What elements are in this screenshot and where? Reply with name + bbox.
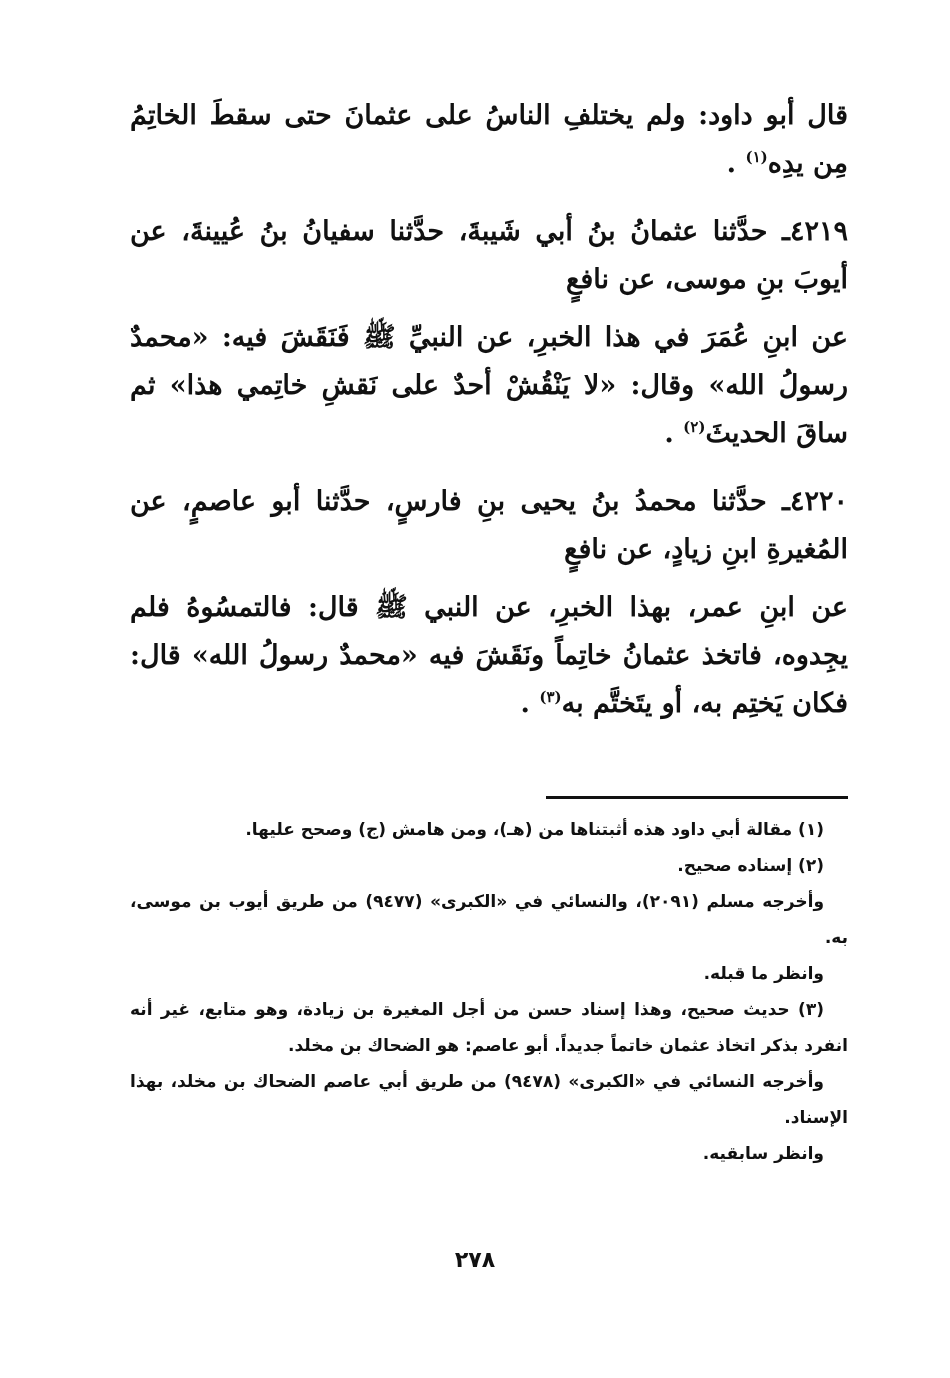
footnote-ref-1[interactable]: (١) [745, 148, 768, 166]
paragraph-end: . [520, 688, 530, 719]
footnote-2-takhrij: وأخرجه مسلم (٢٠٩١)، والنسائي في «الكبرى» (٩٤٧٧) من طريق أيوب بن موسى، به. [130, 892, 848, 948]
hadith-4219-isnad [130, 208, 848, 304]
footnote-3-takhrij: وأخرجه النسائي في «الكبرى» (٩٤٧٨) من طريق أبي عاصم الضحاك بن مخلد، بهذا الإسناد. [130, 1072, 848, 1128]
footnote-2: (٢) إسناده صحيح. [677, 856, 824, 876]
paragraph-text: عن ابنِ عمر، بهذا الخبرِ، عن النبي ﷺ قال: فالتمسُوهُ فلم يجِدوه، فاتخذ عثمانُ خاتِماً ونَقَشَ فيه «محمدٌ رسولُ الله» قال: فكان يَختِم به، أو يتَختَّم به [130, 592, 848, 719]
paragraph-text: ٤٢١٩ـ حدَّثنا عثمانُ بنُ أبي شَيبةَ، حدَّثنا سفيانُ بنُ عُيينةَ، عن أيوبَ بنِ موسى، عن نافعٍ [130, 216, 848, 295]
hadith-4219-matn [130, 314, 848, 458]
footnote-divider [546, 796, 848, 799]
hadith-4220-matn [130, 584, 848, 728]
footnote-ref-3[interactable]: (٣) [539, 688, 562, 706]
footnotes [130, 812, 848, 1172]
main-text [130, 92, 848, 748]
hadith-4220-isnad [130, 478, 848, 574]
footnote-3-see-also: وانظر سابقيه. [702, 1144, 824, 1164]
footnote-ref-2[interactable]: (٢) [683, 418, 706, 436]
paragraph-end: . [664, 418, 674, 449]
paragraph-text: قال أبو داود: ولم يختلفِ الناسُ على عثمانَ حتى سقطَ الخاتِمُ مِن يدِه [130, 100, 848, 179]
page-number: ٢٧٨ [454, 1248, 496, 1273]
footnote-1: (١) مقالة أبي داود هذه أثبتناها من (هـ)، ومن هامش (ج) وصحح عليها. [245, 820, 824, 840]
footnote-2-see-also: وانظر ما قبله. [703, 964, 824, 984]
paragraph-end: . [726, 148, 737, 179]
paragraph-text: عن ابنِ عُمَرَ في هذا الخبرِ، عن النبيِّ ﷺ فَنَقَشَ فيه: «محمدٌ رسولُ الله» وقال: «لا يَنْقُشْ أحدٌ على نَقشِ خاتِمي هذا» ثم ساقَ الحديثَ [130, 322, 848, 449]
paragraph-abu-dawud-saying [130, 92, 848, 188]
footnote-3: (٣) حديث صحيح، وهذا إسناد حسن من أجل المغيرة بن زيادة، وهو متابع، غير أنه انفرد بذكر اتخاذ عثمان خاتماً جديداً. أبو عاصم: هو الضحاك بن مخلد. [130, 1000, 848, 1056]
paragraph-text: ٤٢٢٠ـ حدَّثنا محمدُ بنُ يحيى بنِ فارسٍ، حدَّثنا أبو عاصمٍ، عن المُغيرةِ ابنِ زيادٍ، عن نافعٍ [130, 486, 848, 565]
